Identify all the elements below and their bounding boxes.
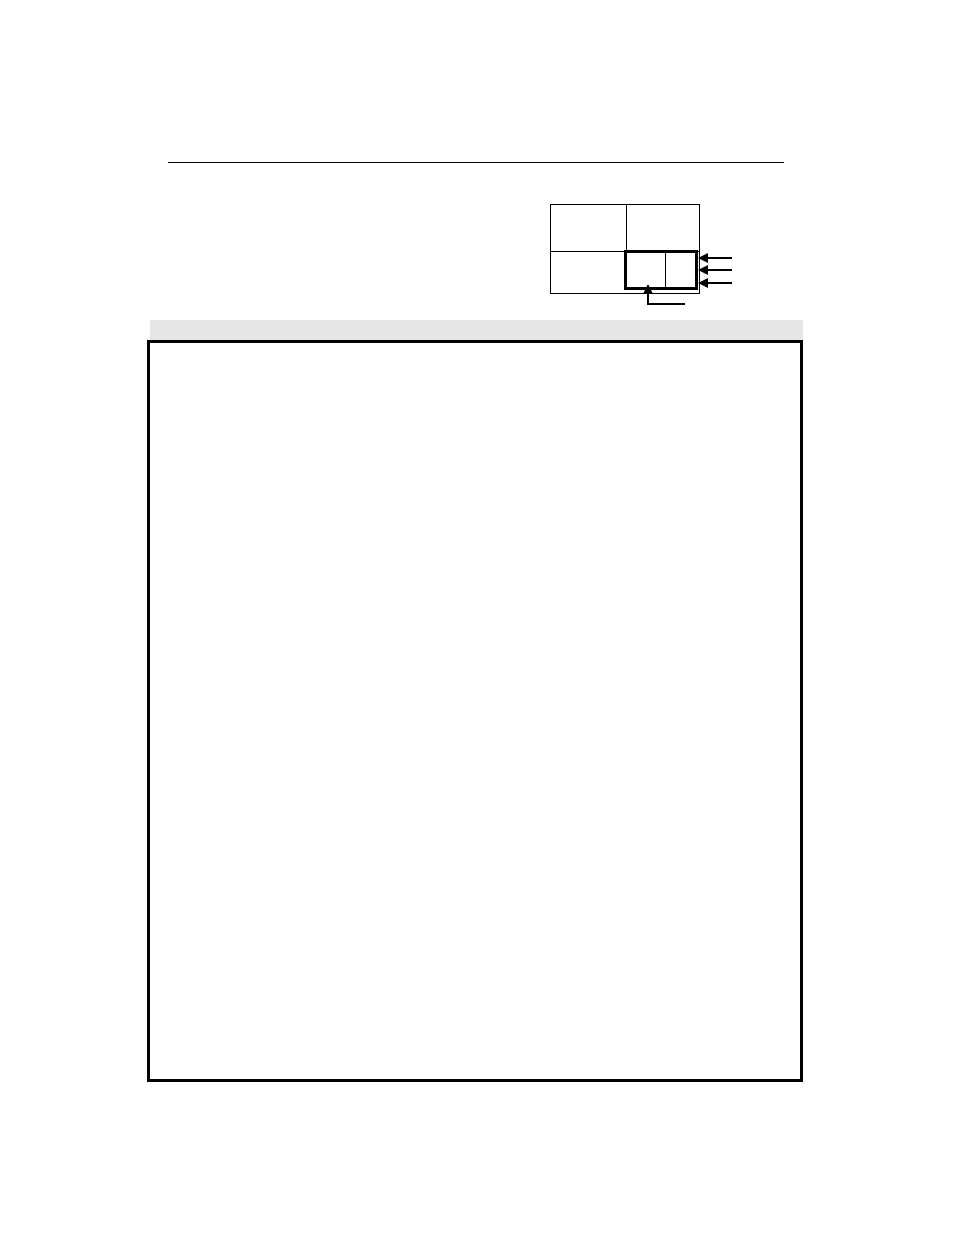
b8-bar [150, 320, 803, 340]
key-arrows-icon [640, 250, 740, 305]
code-table [147, 340, 803, 1082]
title-rule [168, 162, 784, 163]
